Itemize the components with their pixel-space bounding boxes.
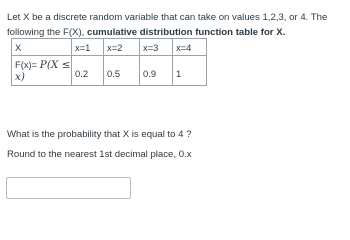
question-intro-line2: cumulative distribution function table for X. xyxy=(86,27,286,38)
question-prompt: What is the probability that X is equal to 4 ? xyxy=(7,129,192,140)
cdf-value-x1 xyxy=(72,56,104,86)
cdf-row-label xyxy=(12,56,72,86)
cdf-header-row xyxy=(12,39,207,56)
cdf-row-label-prefix: F(x)= xyxy=(15,58,38,70)
cdf-values-row xyxy=(12,56,207,86)
cdf-value-x4 xyxy=(173,56,207,86)
cdf-header-x3: x=3 xyxy=(140,39,173,56)
cdf-table xyxy=(11,38,207,86)
cdf-header-x1: x=1 xyxy=(72,39,104,56)
cdf-header-x4: x=4 xyxy=(173,39,207,56)
cdf-value-x3 xyxy=(140,56,173,86)
cdf-header-x: X xyxy=(12,39,72,56)
answer-input[interactable] xyxy=(6,177,131,199)
rounding-instruction: Round to the nearest 1st decimal place, 0.x xyxy=(7,149,192,160)
cdf-value-x4-text: 1 xyxy=(176,68,182,79)
cdf-header-x2: x=2 xyxy=(104,39,140,56)
cdf-value-x1-text: 0.2 xyxy=(75,68,89,79)
cdf-value-x2-text: 0.5 xyxy=(107,68,121,79)
cdf-value-x3-text: 0.9 xyxy=(143,68,157,79)
cdf-value-x2 xyxy=(104,56,140,86)
question-intro xyxy=(7,10,343,40)
question-intro-line1: Let X be a discrete random variable that can take on values 1,2,3, or 4. The following the F(X), xyxy=(7,12,328,38)
cdf-row-label-math: P(X ≤ x) xyxy=(15,58,71,83)
